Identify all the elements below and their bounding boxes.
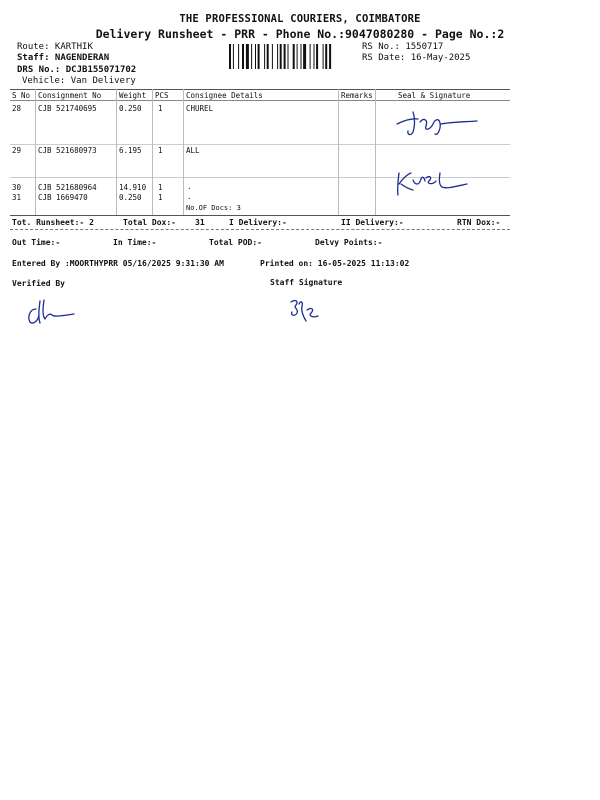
row-sno: 28 (12, 104, 22, 113)
column-divider (338, 89, 339, 215)
row-weight: 6.195 (119, 146, 142, 155)
table-top-rule (10, 89, 510, 90)
column-divider (375, 89, 376, 215)
staff-label: Staff: NAGENDERAN (17, 53, 110, 63)
i-delivery: I Delivery:- (229, 218, 287, 227)
row-sno: 30 (12, 183, 22, 192)
rs-date: RS Date: 16-May-2025 (362, 53, 471, 63)
row-consignment: CJB 521680964 (38, 183, 97, 192)
column-divider (35, 89, 36, 215)
table-bottom-rule (10, 215, 510, 216)
staff-signature-label: Staff Signature (270, 278, 343, 287)
header-consignment: Consignment No (38, 91, 102, 100)
row-pcs: 1 (158, 146, 163, 155)
row-weight: 14.910 (119, 183, 147, 192)
row-weight: 0.250 (119, 193, 142, 202)
signature-icon (285, 294, 325, 328)
header-weight: Weight (119, 91, 147, 100)
signature-icon (393, 165, 478, 200)
header-pcs: PCS (155, 91, 169, 100)
out-time: Out Time:- (12, 238, 61, 247)
barcode-icon (229, 44, 355, 69)
row-consignment: CJB 521740695 (38, 104, 97, 113)
row-consignment: CJB 1669470 (38, 193, 88, 202)
row-weight: 0.250 (119, 104, 142, 113)
summary-rule (10, 229, 510, 230)
row-consignee: . (187, 182, 192, 191)
signature-icon (24, 297, 80, 327)
ii-delivery: II Delivery:- (341, 218, 404, 227)
signature-icon (393, 104, 483, 138)
row-pcs: 1 (158, 104, 163, 113)
verified-by-label: Verified By (12, 279, 65, 288)
entered-by: Entered By :MOORTHYPRR 05/16/2025 9:31:30 AM (12, 259, 224, 268)
header-seal: Seal & Signature (398, 91, 471, 100)
printed-on: Printed on: 16-05-2025 11:13:02 (260, 259, 410, 268)
header-remarks: Remarks (341, 91, 373, 100)
drs-number: DRS No.: DCJB155071702 (17, 65, 137, 75)
row-sno: 29 (12, 146, 22, 155)
total-dox-label: Total Dox:- (123, 218, 176, 227)
delvy-points: Delvy Points:- (315, 238, 383, 247)
rs-number: RS No.: 1550717 (362, 42, 444, 52)
no-of-docs: No.OF Docs: 3 (186, 204, 241, 212)
row-divider (10, 144, 510, 145)
company-name: THE PROFESSIONAL COURIERS, COIMBATORE (179, 13, 421, 25)
row-pcs: 1 (158, 193, 163, 202)
row-consignment: CJB 521680973 (38, 146, 97, 155)
route-label: Route: KARTHIK (17, 42, 93, 52)
row-consignee: ALL (186, 146, 200, 155)
column-divider (183, 89, 184, 215)
tot-runsheet: Tot. Runsheet:- 2 (12, 218, 94, 227)
in-time: In Time:- (113, 238, 157, 247)
column-divider (116, 89, 117, 215)
runsheet-title: Delivery Runsheet - PRR - Phone No.:9047080280 - Page No.:2 (95, 27, 505, 41)
total-dox-value: 31 (195, 218, 205, 227)
total-pod: Total POD:- (209, 238, 262, 247)
row-consignee: . (187, 192, 192, 201)
header-consignee: Consignee Details (186, 91, 263, 100)
rtn-dox: RTN Dox:- (457, 218, 501, 227)
table-header-rule (10, 100, 510, 101)
vehicle-label: Vehicle: Van Delivery (22, 76, 136, 86)
header-sno: S No (12, 91, 31, 100)
row-sno: 31 (12, 193, 22, 202)
row-consignee: CHUREL (186, 104, 214, 113)
row-pcs: 1 (158, 183, 163, 192)
column-divider (152, 89, 153, 215)
